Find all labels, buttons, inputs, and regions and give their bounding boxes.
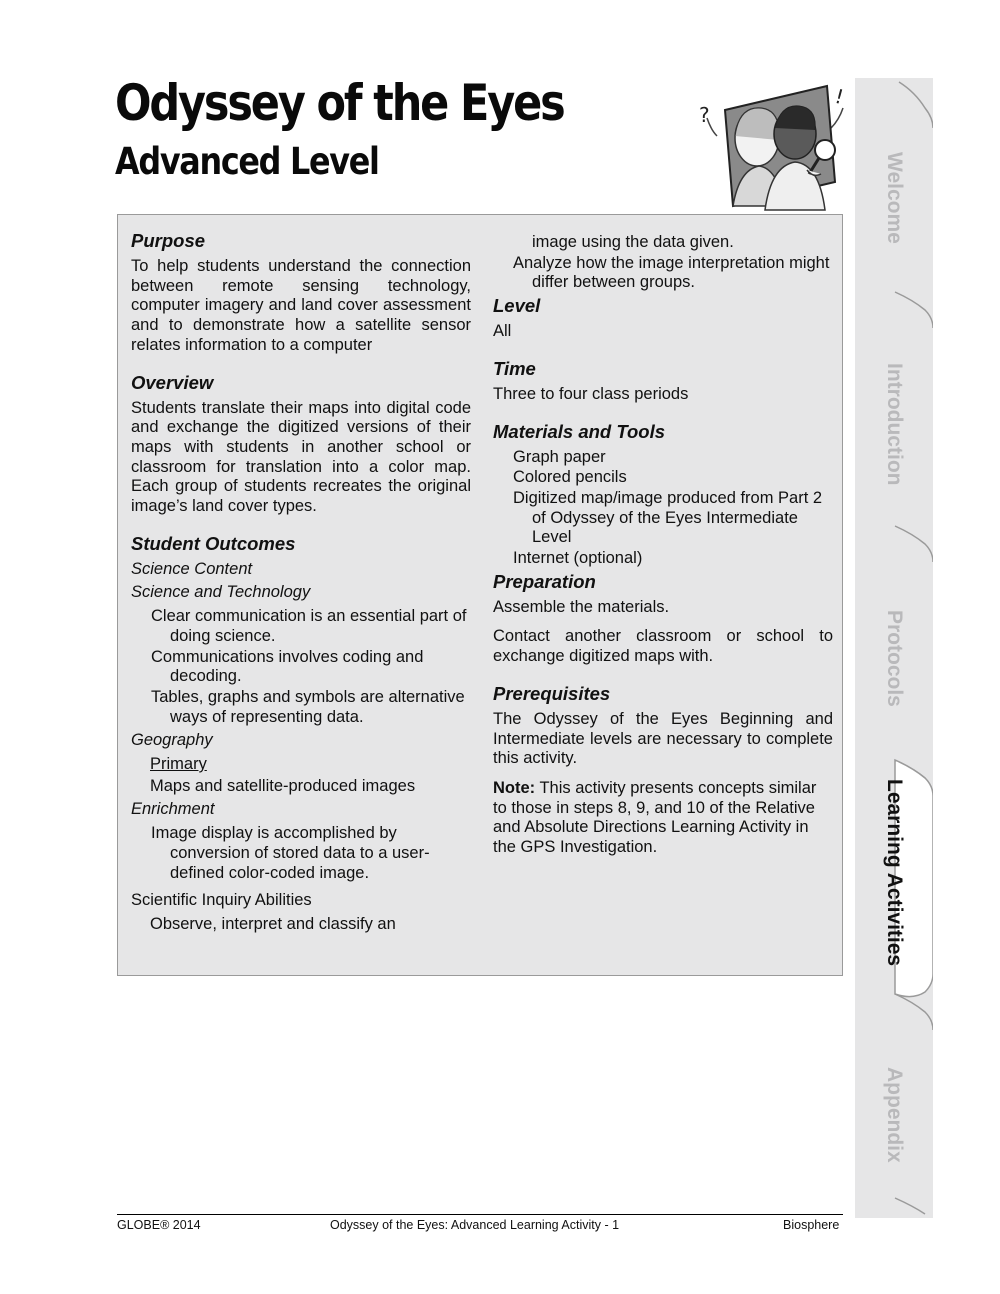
purpose-text: To help students understand the connection between remote sensing technology, computer imagery and land cover assessment and to demonstrate how a satellite sensor relates information to a computer bbox=[131, 257, 471, 354]
list-item: Maps and satellite-produced images bbox=[150, 776, 416, 795]
two-students-with-magnifier-illustration bbox=[695, 78, 855, 213]
list-item: Tables, graphs and symbols are alternative ways of representing data. bbox=[151, 687, 465, 726]
footer-center: Odyssey of the Eyes: Advanced Learning Activity - 1 bbox=[330, 1218, 620, 1232]
tab-welcome[interactable]: Welcome bbox=[883, 152, 906, 244]
primary-label: Primary bbox=[150, 755, 207, 774]
page-title: Odyssey of the Eyes bbox=[115, 74, 564, 132]
student-outcomes-heading: Student Outcomes bbox=[131, 532, 296, 554]
science-content-label: Science Content bbox=[131, 559, 253, 578]
question-mark-icon: ? bbox=[699, 103, 710, 127]
preparation-heading: Preparation bbox=[493, 570, 596, 592]
level-text: All bbox=[493, 322, 512, 341]
tab-introduction[interactable]: Introduction bbox=[883, 362, 906, 486]
footer-left: GLOBE® 2014 bbox=[117, 1218, 201, 1232]
scientific-inquiry-label: Scientific Inquiry Abilities bbox=[131, 891, 312, 910]
note-label: Note: bbox=[493, 778, 536, 797]
list-item-continued: image using the data given. bbox=[532, 233, 734, 251]
overview-text: Students translate their maps into digital code and exchange the digitized versions of their maps with students in another school or classroom for translation into a color map. Each group of students recreates the original image’s land cover types. bbox=[131, 398, 471, 516]
enrichment-label: Enrichment bbox=[131, 800, 215, 819]
prerequisites-text: The Odyssey of the Eyes Beginning and Intermediate levels are necessary to complete this activity. bbox=[493, 709, 833, 768]
list-item: Communications involves coding and decoding. bbox=[151, 647, 424, 686]
list-item: Observe, interpret and classify an bbox=[150, 914, 396, 933]
science-technology-label: Science and Technology bbox=[131, 583, 311, 602]
footer-divider bbox=[117, 1214, 843, 1215]
level-heading: Level bbox=[493, 295, 541, 317]
note-text bbox=[493, 779, 833, 858]
tab-learning-activities[interactable]: Learning Activities bbox=[883, 779, 906, 967]
list-item: Internet (optional) bbox=[513, 549, 643, 568]
time-text: Three to four class periods bbox=[493, 384, 689, 403]
note-body: This activity presents concepts similar to those in steps 8, 9, and 10 of the Relative and Absolute Directions Learning Activity in the GPS Investigation. bbox=[493, 778, 817, 857]
prerequisites-heading: Prerequisites bbox=[493, 682, 611, 704]
tab-protocols[interactable]: Protocols bbox=[883, 609, 906, 707]
list-item: Graph paper bbox=[513, 447, 606, 466]
list-item: Digitized map/image produced from Part 2 of Odyssey of the Eyes Intermediate Level bbox=[513, 488, 823, 547]
time-heading: Time bbox=[493, 357, 536, 379]
activity-summary-panel bbox=[117, 214, 843, 976]
page-subtitle: Advanced Level bbox=[115, 140, 379, 183]
preparation-text-1: Assemble the materials. bbox=[493, 597, 670, 616]
overview-heading: Overview bbox=[131, 371, 214, 393]
list-item: Colored pencils bbox=[513, 468, 627, 487]
left-column bbox=[131, 229, 471, 937]
list-item: Image display is accomplished by conversion of stored data to a user-defined color-coded image. bbox=[151, 824, 430, 882]
tab-appendix[interactable]: Appendix bbox=[883, 1067, 906, 1163]
preparation-text-2: Contact another classroom or school to exchange digitized maps with. bbox=[493, 627, 833, 666]
footer-right: Biosphere bbox=[783, 1218, 840, 1232]
list-item: Analyze how the image interpretation might differ between groups. bbox=[513, 253, 830, 292]
list-item: Clear communication is an essential part of doing science. bbox=[151, 607, 467, 645]
right-column bbox=[493, 229, 833, 858]
purpose-heading: Purpose bbox=[131, 230, 206, 251]
section-tabs bbox=[855, 78, 933, 1218]
exclamation-mark-icon: ! bbox=[832, 83, 847, 110]
geography-label: Geography bbox=[131, 731, 213, 750]
materials-heading: Materials and Tools bbox=[493, 420, 666, 442]
